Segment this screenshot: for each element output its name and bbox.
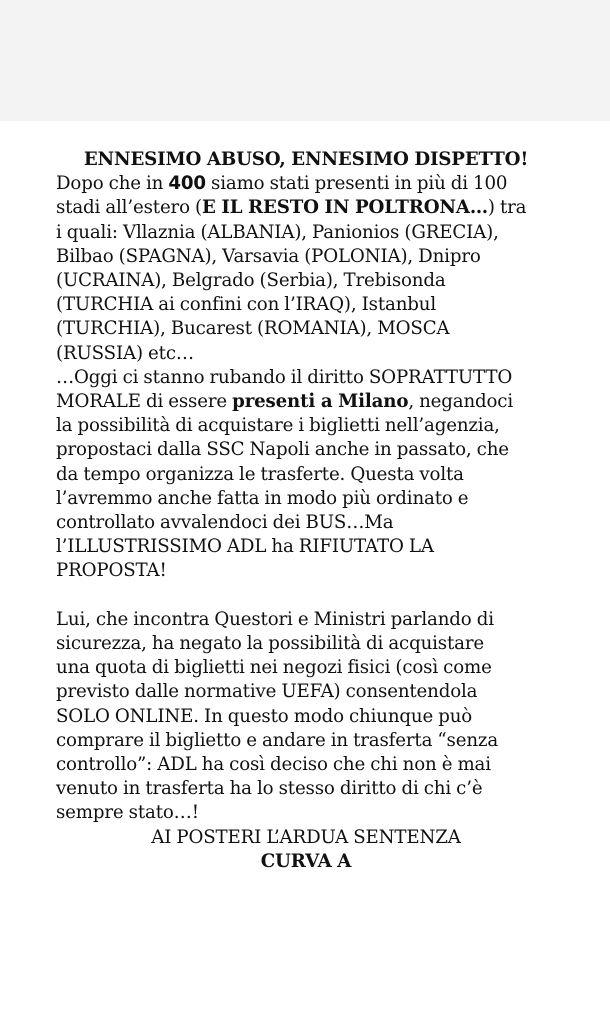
- closing-line: AI POSTERI L’ARDUA SENTENZA: [151, 826, 461, 848]
- paragraph-2-line-8: l’ILLUSTRISSIMO ADL ha RIFIUTATO LA: [56, 536, 434, 558]
- paragraph-2-line-2: [56, 390, 596, 414]
- paragraph-1-line-6: (TURCHIA ai confini con l’IRAQ), Istanbul: [56, 294, 436, 316]
- signature: CURVA A: [260, 850, 352, 872]
- paragraph-2-line-4: propostaci dalla SSC Napoli anche in passato, che: [56, 439, 509, 461]
- paragraph-1-line-2: [56, 196, 596, 220]
- paragraph-2-line-9: PROPOSTA!: [56, 560, 167, 582]
- paragraph-3-line-1: Lui, che incontra Questori e Ministri parlando di: [56, 608, 494, 630]
- paragraph-1-line-3: i quali: Vllaznia (ALBANIA), Panionios (GRECIA),: [56, 221, 499, 243]
- paragraph-2-line-5: da tempo organizza le trasferte. Questa volta: [56, 463, 464, 485]
- paragraph-1-line-5: (UCRAINA), Belgrado (Serbia), Trebisonda: [56, 270, 446, 292]
- text-run: MORALE di essere: [56, 391, 233, 413]
- paragraph-1-line-4: Bilbao (SPAGNA), Varsavia (POLONIA), Dnipro: [56, 245, 481, 267]
- paragraph-3-line-5: SOLO ONLINE. In questo modo chiunque può: [56, 705, 473, 727]
- text-run: , negandoci: [408, 391, 514, 413]
- paragraph-gap: [56, 584, 596, 608]
- paragraph-2-line-6: l’avremmo anche fatta in modo più ordinato e: [56, 487, 469, 509]
- bold-phrase: presenti a Milano: [232, 391, 409, 413]
- statement-text: [56, 148, 596, 874]
- paragraph-3-line-4: previsto dalle normative UEFA) consentendola: [56, 681, 478, 703]
- text-run: Dopo che in: [56, 173, 169, 195]
- paragraph-3-line-6: comprare il biglietto e andare in trasferta “senza: [56, 729, 499, 751]
- paragraph-1-line-8: (RUSSIA) etc…: [56, 342, 194, 364]
- paragraph-2-line-3: la possibilità di acquistare i biglietti nell’agenzia,: [56, 415, 500, 437]
- paragraph-3-line-7: controllo”: ADL ha così deciso che chi non è mai: [56, 754, 491, 776]
- bold-number: 400: [168, 173, 206, 195]
- text-run: siamo stati presenti in più di 100: [205, 173, 508, 195]
- paragraph-3-line-9: sempre stato…!: [56, 802, 199, 824]
- paragraph-2-line-1: …Oggi ci stanno rubando il diritto SOPRATTUTTO: [56, 366, 513, 388]
- paragraph-1-line-1: [56, 172, 596, 196]
- statement-title: ENNESIMO ABUSO, ENNESIMO DISPETTO!: [83, 149, 529, 170]
- paragraph-1-line-7: (TURCHIA), Bucarest (ROMANIA), MOSCA: [56, 318, 450, 340]
- paragraph-3-line-2: sicurezza, ha negato la possibilità di acquistare: [56, 633, 484, 655]
- top-blank-band: [0, 0, 610, 121]
- text-run: ) tra: [487, 197, 527, 219]
- paragraph-3-line-8: venuto in trasferta ha lo stesso diritto di chi c’è: [56, 778, 483, 800]
- text-run: stadi all’estero (: [56, 197, 202, 219]
- paragraph-3-line-3: una quota di biglietti nei negozi fisici (così come: [56, 657, 492, 679]
- paragraph-2-line-7: controllato avvalendoci dei BUS…Ma: [56, 512, 394, 534]
- bold-phrase: E IL RESTO IN POLTRONA…: [201, 197, 488, 219]
